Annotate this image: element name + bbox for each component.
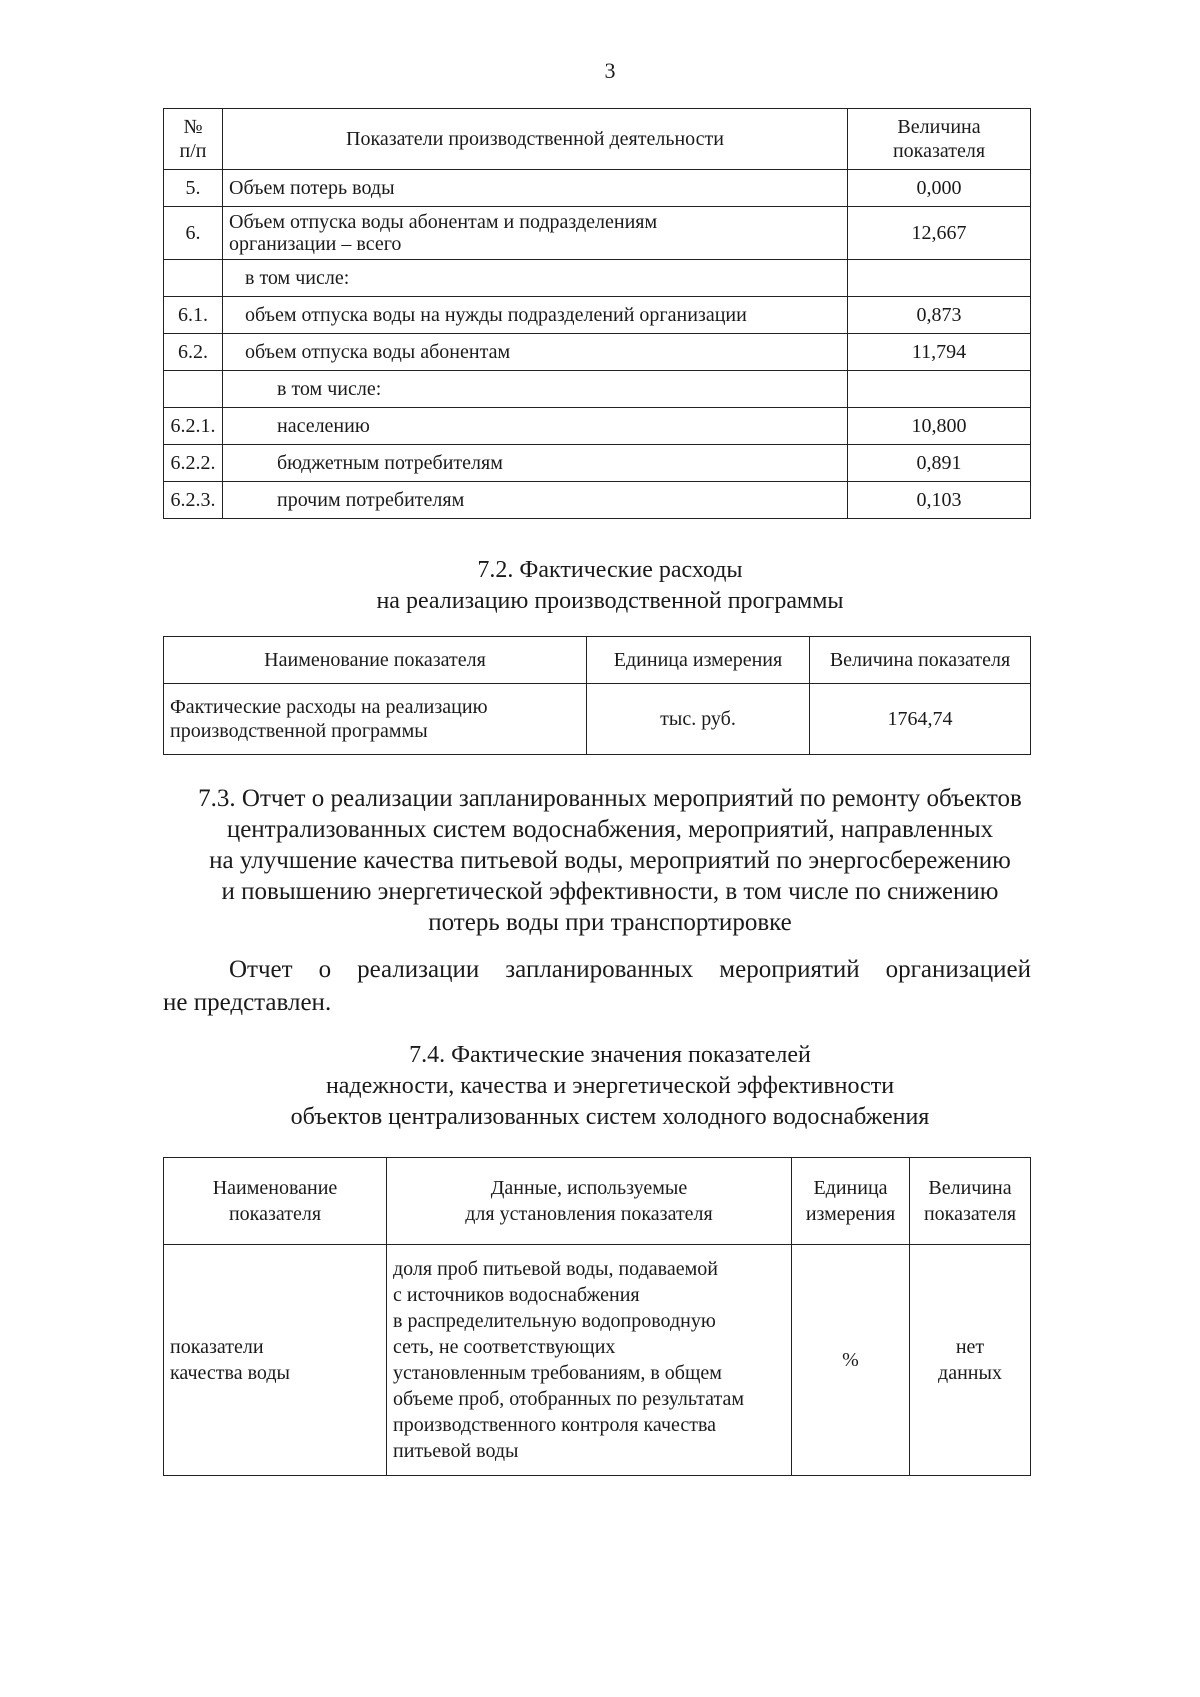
row-value: 1764,74 [810,684,1031,755]
row-name: показатели качества воды [164,1245,387,1476]
header-value: Величина показателя [910,1158,1031,1245]
row-number: 6.2. [164,334,223,371]
table-row [164,684,1031,755]
row-indicator: в том числе: [223,371,848,408]
section-7-4-heading: 7.4. Фактические значения показателей надежности, качества и энергетической эффективности объектов централизованных систем холодного водоснабжения [290,1042,930,1130]
row-number [164,260,223,297]
row-indicator: прочим потребителям [223,482,848,519]
row-value [848,260,1031,297]
row-value: 0,873 [848,297,1031,334]
header-number: № п/п [164,109,223,170]
table-row [164,207,1031,260]
table-row [164,482,1031,519]
row-unit: тыс. руб. [587,684,810,755]
row-data: доля проб питьевой воды, подаваемой с источников водоснабжения в распределительную водопроводную сеть, не соответствующих установленным требованиям, в общем объеме проб, отобранных по результатам производственного контроля качества питьевой воды [387,1245,792,1476]
row-number: 6.1. [164,297,223,334]
row-number: 5. [164,170,223,207]
section-7-3-paragraph: Отчет о реализации запланированных мероприятий организацией не представлен. [163,956,1031,1016]
table-header-row [164,637,1031,684]
table-row [164,1245,1031,1476]
row-indicator: бюджетным потребителям [223,445,848,482]
row-indicator: объем отпуска воды абонентам [223,334,848,371]
header-name: Наименование показателя [164,637,587,684]
reliability-quality-table [163,1157,1031,1476]
row-value: 0,000 [848,170,1031,207]
table-row [164,170,1031,207]
row-value [848,371,1031,408]
row-number: 6. [164,207,223,260]
row-unit: % [792,1245,910,1476]
row-number: 6.2.1. [164,408,223,445]
section-7-3-heading: 7.3. Отчет о реализации запланированных мероприятий по ремонту объектов централизованных систем водоснабжения, мероприятий, направленных на улучшение качества питьевой воды, мероприятий по энергосбережению и повышению энергетической эффективности, в том числе по снижению потерь воды при транспортировке [198,785,1022,936]
header-unit: Единица измерения [792,1158,910,1245]
table-row [164,445,1031,482]
table-row [164,371,1031,408]
page-number: 3 [604,58,616,83]
row-number: 6.2.3. [164,482,223,519]
row-indicator: населению [223,408,848,445]
table-row [164,408,1031,445]
header-name: Наименование показателя [164,1158,387,1245]
table-row [164,334,1031,371]
row-value: 12,667 [848,207,1031,260]
row-indicator: Объем потерь воды [223,170,848,207]
table-header-row [164,1158,1031,1245]
table-header-row [164,109,1031,170]
row-indicator: в том числе: [223,260,848,297]
row-name: Фактические расходы на реализацию производственной программы [164,684,587,755]
row-indicator: объем отпуска воды на нужды подразделений организации [223,297,848,334]
section-7-2-heading: 7.2. Фактические расходы на реализацию производственной программы [376,557,844,614]
header-value: Величина показателя [810,637,1031,684]
header-indicator: Показатели производственной деятельности [223,109,848,170]
production-indicators-table [163,108,1031,519]
row-value: 11,794 [848,334,1031,371]
row-value: нет данных [910,1245,1031,1476]
table-row [164,260,1031,297]
header-value: Величина показателя [848,109,1031,170]
actual-expenses-table [163,636,1031,755]
header-unit: Единица измерения [587,637,810,684]
row-value: 10,800 [848,408,1031,445]
row-number: 6.2.2. [164,445,223,482]
row-number [164,371,223,408]
header-data: Данные, используемые для установления показателя [387,1158,792,1245]
table-row [164,297,1031,334]
row-value: 0,103 [848,482,1031,519]
row-value: 0,891 [848,445,1031,482]
row-indicator: Объем отпуска воды абонентам и подразделениям организации – всего [223,207,848,260]
